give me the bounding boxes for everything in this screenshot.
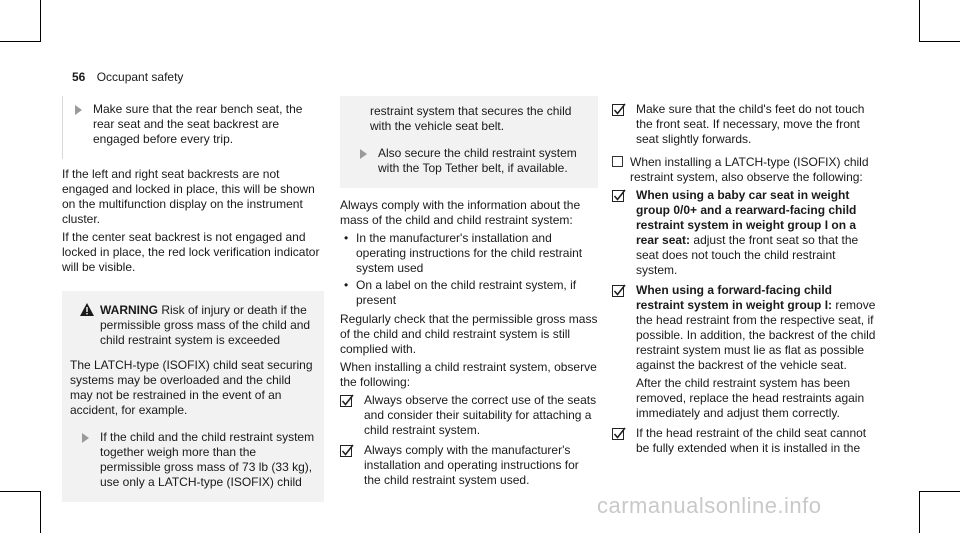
paragraph: When installing a child restraint system, observe the following: bbox=[340, 360, 597, 389]
checklist-item: When using a baby car seat in weight group 0/0+ and a rearward-facing child restraint system in weight group I on a rear seat: adjust the front seat so that the seat does not touch the child restraint system. bbox=[612, 188, 880, 278]
crop-mark bbox=[920, 491, 960, 492]
checkbox-tick-icon bbox=[612, 189, 626, 203]
warning-body: The LATCH-type (ISOFIX) child seat securing systems may be overloaded and the child may not be restrained in the event of an accident, for example. bbox=[70, 358, 313, 417]
crop-mark bbox=[919, 0, 920, 42]
checklist-item: Always comply with the manufacturer's installation and operating instructions for the child restraint system used. bbox=[340, 443, 598, 488]
page-number: 56 bbox=[72, 70, 86, 84]
warning-continued-text: restraint system that secures the child with the vehicle seat belt. bbox=[370, 104, 572, 133]
column-1 bbox=[62, 96, 324, 502]
checkbox-tick-icon bbox=[612, 103, 626, 117]
crop-mark bbox=[0, 41, 40, 42]
note: When installing a LATCH-type (ISOFIX) child restraint system, also observe the following: bbox=[612, 155, 880, 185]
instruction-step: Make sure that the rear bench seat, the rear seat and the seat backrest are engaged before every trip. bbox=[63, 102, 324, 147]
warning-box bbox=[62, 291, 324, 502]
checklist-item: If the head restraint of the child seat cannot be fully extended when it is installed in the bbox=[612, 426, 880, 456]
crop-mark bbox=[919, 491, 920, 533]
paragraph: Always comply with the information about the mass of the child and child restraint system: bbox=[340, 198, 581, 227]
warning-heading bbox=[70, 303, 316, 348]
bullet-list bbox=[340, 231, 598, 308]
note-icon bbox=[612, 156, 623, 167]
warning-text: Risk of injury or death if the permissible gross mass of the child and child restraint system is exceeded bbox=[100, 303, 311, 347]
checkbox-tick-icon bbox=[612, 284, 626, 298]
page-header bbox=[72, 70, 183, 85]
section-title: Occupant safety bbox=[96, 70, 184, 84]
bullet-icon: • bbox=[344, 231, 349, 245]
checkbox-tick-icon bbox=[340, 394, 354, 408]
paragraph: If the center seat backrest is not engaged and locked in place, the red lock verification indicator will be visible. bbox=[62, 230, 320, 274]
warning-triangle-icon bbox=[80, 303, 94, 316]
warning-label: WARNING bbox=[100, 303, 158, 317]
checklist-item: Make sure that the child's feet do not touch the front seat. If necessary, move the front seat slightly forwards. bbox=[612, 102, 880, 147]
instruction-step: If the child and the child restraint system together weigh more than the permissible gross mass of 73 lb (33 kg), use only a LATCH-type (ISOFIX) child bbox=[70, 430, 316, 490]
warning-box-continued bbox=[340, 96, 598, 188]
checkbox-tick-icon bbox=[612, 427, 626, 441]
column-2 bbox=[340, 96, 598, 493]
checklist-item: When using a forward-facing child restraint system in weight group I: remove the head restraint from the respective seat, if possible. In addition, the backrest of the child restraint system must lie as flat as possible against the backrest of the vehicle seat. After the child restraint system has been removed, replace the head restraints again immediately and adjust them correctly. bbox=[612, 283, 880, 421]
paragraph: If the left and right seat backrests are not engaged and locked in place, this will be shown on the multifunction display on the instrument cluster. bbox=[62, 167, 315, 226]
checkbox-tick-icon bbox=[340, 444, 354, 458]
crop-mark bbox=[40, 491, 41, 533]
step-arrow-icon bbox=[360, 149, 367, 159]
step-arrow-icon bbox=[75, 105, 82, 115]
step-arrow-icon bbox=[82, 433, 89, 443]
crop-mark bbox=[0, 491, 40, 492]
instruction-block bbox=[62, 96, 324, 159]
instruction-step: Also secure the child restraint system with the Top Tether belt, if available. bbox=[348, 146, 590, 176]
watermark: carmanualsonline.info bbox=[597, 493, 822, 518]
list-item: • On a label on the child restraint system, if present bbox=[344, 278, 577, 307]
column-3 bbox=[612, 102, 880, 461]
checklist-item: Always observe the correct use of the seats and consider their suitability for attaching a child restraint system. bbox=[340, 393, 598, 438]
bullet-icon: • bbox=[344, 278, 349, 292]
crop-mark bbox=[920, 41, 960, 42]
crop-mark bbox=[40, 0, 41, 42]
list-item: • In the manufacturer's installation and operating instructions for the child restraint system used bbox=[344, 231, 583, 275]
paragraph: After the child restraint system has been removed, replace the head restraints again immediately and adjust them correctly. bbox=[636, 376, 865, 420]
paragraph: Regularly check that the permissible gross mass of the child and child restraint system is still complied with. bbox=[340, 312, 598, 356]
